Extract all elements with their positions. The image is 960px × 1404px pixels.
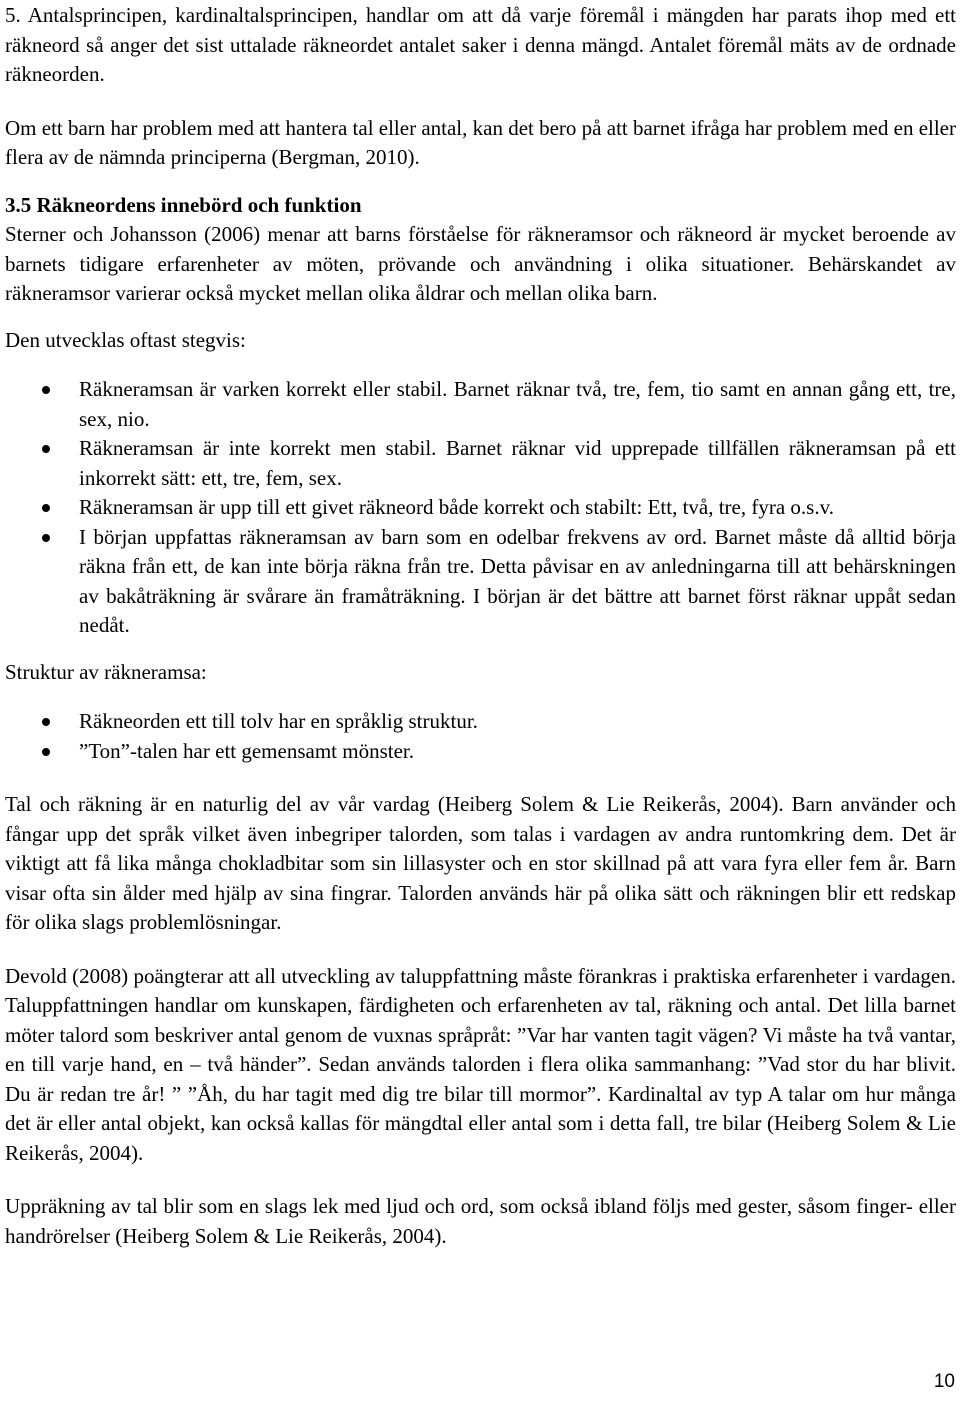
bullet-icon xyxy=(42,748,50,756)
section-heading: 3.5 Räkneordens innebörd och funktion xyxy=(5,192,362,217)
structure-list xyxy=(5,707,956,766)
paragraph-tal-och-rakning: Tal och räkning är en naturlig del av vår vardag (Heiberg Solem & Lie Reikerås, 2004). Barn använder och fångar upp det språk vilket även inbegriper talorden, som talas i vardagen av andra runtomkring dem. Det är viktigt att få lika många chokladbitar som sin lillasyster och en stor skillnad på att vara fyra eller fem år. Barn visar ofta sin ålder med hjälp av sina fingrar. Talorden används här på olika sätt och räkningen blir ett redskap för olika slags problemlösningar. xyxy=(5,792,956,934)
list-item: I början uppfattas räkneramsan av barn som en odelbar frekvens av ord. Barnet måste då alltid börja räkna från ett, de kan inte börja räkna från tre. Detta påvisar en av anledningarna till att behärskningen av bakåträkning är svårare än framåträkning. I början är det bättre att barnet först räknar uppåt sedan nedåt. xyxy=(5,523,956,641)
paragraph-antalsprincipen: 5. Antalsprincipen, kardinaltalsprincipen, handlar om att då varje föremål i mängden har parats ihop med ett räkneord så anger det sist uttalade räkneordet antalet saker i denna mängd. Antalet föremål mäts av de ordnade räkneorden. xyxy=(5,3,956,86)
bullet-icon xyxy=(42,718,50,726)
development-steps-list xyxy=(5,375,956,641)
bullet-icon xyxy=(42,445,50,453)
paragraph-principles-problem: Om ett barn har problem med att hantera tal eller antal, kan det bero på att barnet ifråga har problem med en eller flera av de nämnda principerna (Bergman, 2010). xyxy=(5,115,956,169)
paragraph-devold: Devold (2008) poängterar att all utveckling av taluppfattning måste förankras i praktiska erfarenheter i vardagen. Taluppfattningen handlar om kunskapen, färdigheten och erfarenheten av tal, räkning och antal. Det lilla barnet möter talord som beskriver antal genom de vuxnas språpråt: ”Var har vanten tagit vägen? Vi måste ha två vantar, en till varje hand, en – två händer”. Sedan används talorden i flera olika sammanhang: ”Vad stor du har blivit. Du är redan tre år! ” ”Åh, du har tagit med dig tre bilar till mormor”. Kardinaltal av typ A talar om hur många det är eller antal objekt, kan också kallas för mängdtal eller antal som i detta fall, tre bilar (Heiberg Solem & Lie Reikerås, 2004). xyxy=(5,963,956,1165)
list-item: ”Ton”-talen har ett gemensamt mönster. xyxy=(5,737,956,767)
paragraph-sterner-johansson: Sterner och Johansson (2006) menar att barns förståelse för räkneramsor och räkneord är mycket beroende av barnets tidigare erfarenheter av möten, prövande och användning i olika situationer. Behärskandet av räkneramsor varierar också mycket mellan olika åldrar och mellan olika barn. xyxy=(5,222,956,305)
paragraph-stegvis: Den utvecklas oftast stegvis: xyxy=(5,327,246,352)
document-page xyxy=(5,1,956,1251)
list-item: Räkneramsan är inte korrekt men stabil. Barnet räknar vid upprepade tillfällen räkneramsan på ett inkorrekt sätt: ett, tre, fem, sex. xyxy=(5,434,956,493)
bullet-icon xyxy=(42,386,50,394)
page-number: 10 xyxy=(933,1371,955,1392)
paragraph-struktur: Struktur av räkneramsa: xyxy=(5,659,207,684)
list-item: Räkneramsan är varken korrekt eller stabil. Barnet räknar två, tre, fem, tio samt en annan gång ett, tre, sex, nio. xyxy=(5,375,956,434)
list-item: Räkneorden ett till tolv har en språklig struktur. xyxy=(5,707,956,737)
bullet-icon xyxy=(42,504,50,512)
paragraph-upprakning: Uppräkning av tal blir som en slags lek med ljud och ord, som också ibland följs med gester, såsom finger- eller handrörelser (Heiberg Solem & Lie Reikerås, 2004). xyxy=(5,1194,956,1248)
list-item: Räkneramsan är upp till ett givet räkneord både korrekt och stabilt: Ett, två, tre, fyra o.s.v. xyxy=(5,493,956,523)
bullet-icon xyxy=(42,534,50,542)
